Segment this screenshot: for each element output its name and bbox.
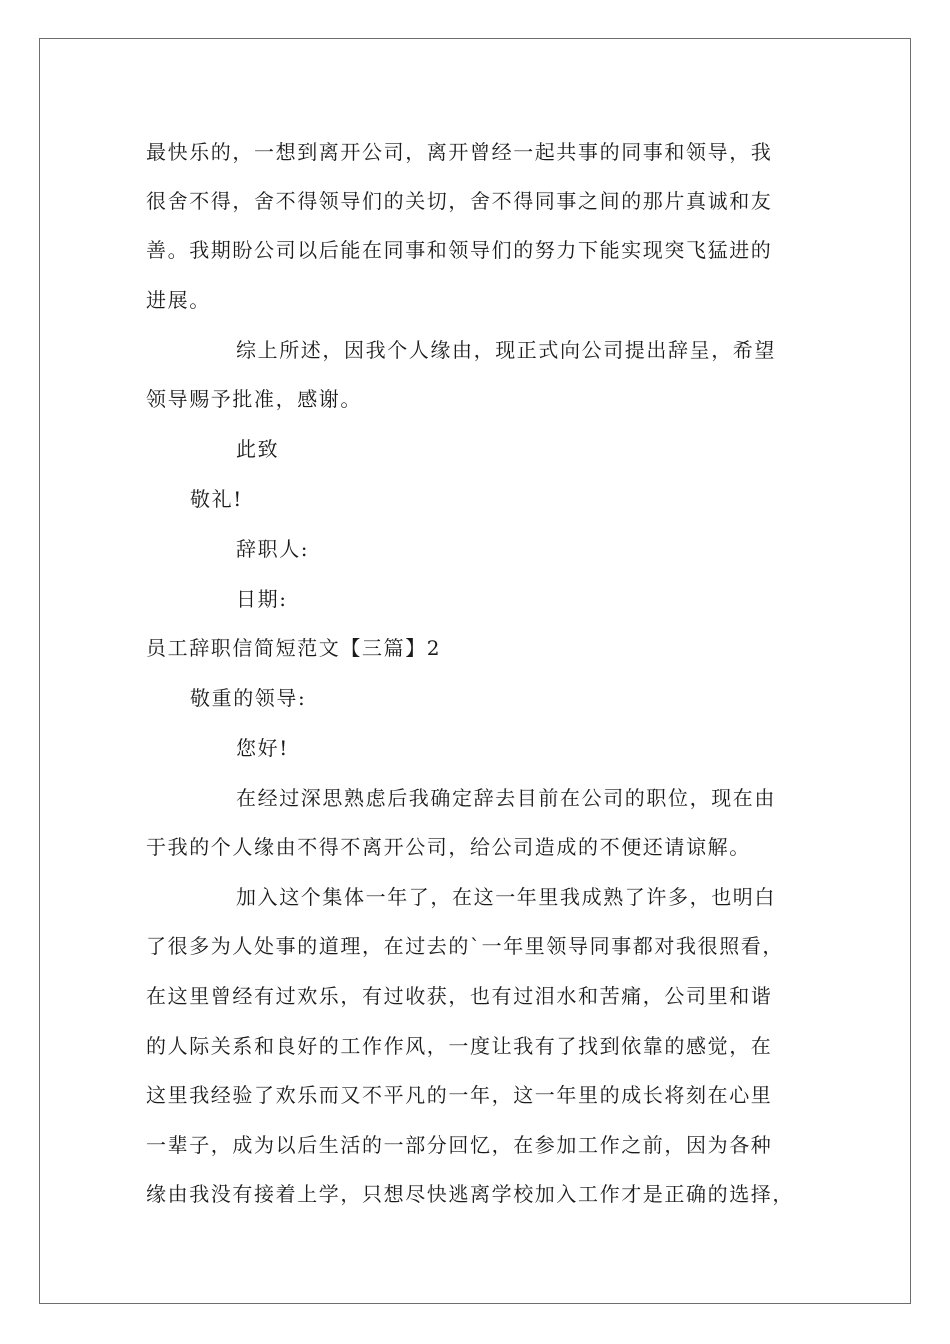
closing-phrase: 此致 (236, 437, 280, 461)
paragraph-line: 善。我期盼公司以后能在同事和领导们的努力下能实现突飞猛进的 (146, 238, 773, 262)
paragraph-line: 加入这个集体一年了，在这一年里我成熟了许多，也明白 (236, 885, 776, 909)
salutation-closing: 敬礼! (190, 487, 243, 511)
paragraph-line: 这里我经验了欢乐而又不平凡的一年，这一年里的成长将刻在心里 (146, 1083, 773, 1107)
paragraph-line: 在这里曾经有过欢乐，有过收获，也有过泪水和苦痛，公司里和谐 (146, 984, 773, 1008)
paragraph-line: 很舍不得，舍不得领导们的关切，舍不得同事之间的那片真诚和友 (146, 189, 773, 213)
greeting: 敬重的领导: (190, 686, 307, 710)
paragraph-line: 领导赐予批准，感谢。 (146, 387, 362, 411)
paragraph-line: 最快乐的，一想到离开公司，离开曾经一起共事的同事和领导，我 (146, 140, 773, 164)
paragraph-line: 的人际关系和良好的工作作风，一度让我有了找到依靠的感觉，在 (146, 1034, 773, 1058)
paragraph-line: 于我的个人缘由不得不离开公司，给公司造成的不便还请谅解。 (146, 835, 751, 859)
paragraph-line: 了很多为人处事的道理，在过去的`一年里领导同事都对我很照看， (146, 934, 784, 958)
paragraph-line: 缘由我没有接着上学，只想尽快逃离学校加入工作才是正确的选择， (146, 1182, 794, 1206)
signature-label: 辞职人: (236, 537, 310, 561)
page-border (39, 38, 911, 1304)
date-label: 日期: (236, 587, 288, 611)
greeting-hello: 您好! (236, 736, 289, 760)
paragraph-line: 一辈子，成为以后生活的一部分回忆，在参加工作之前，因为各种 (146, 1133, 773, 1157)
section-title: 员工辞职信简短范文【三篇】2 (146, 636, 442, 660)
paragraph-line: 综上所述，因我个人缘由，现正式向公司提出辞呈，希望 (236, 338, 776, 362)
paragraph-line: 在经过深思熟虑后我确定辞去目前在公司的职位，现在由 (236, 786, 776, 810)
paragraph-line: 进展。 (146, 288, 211, 312)
